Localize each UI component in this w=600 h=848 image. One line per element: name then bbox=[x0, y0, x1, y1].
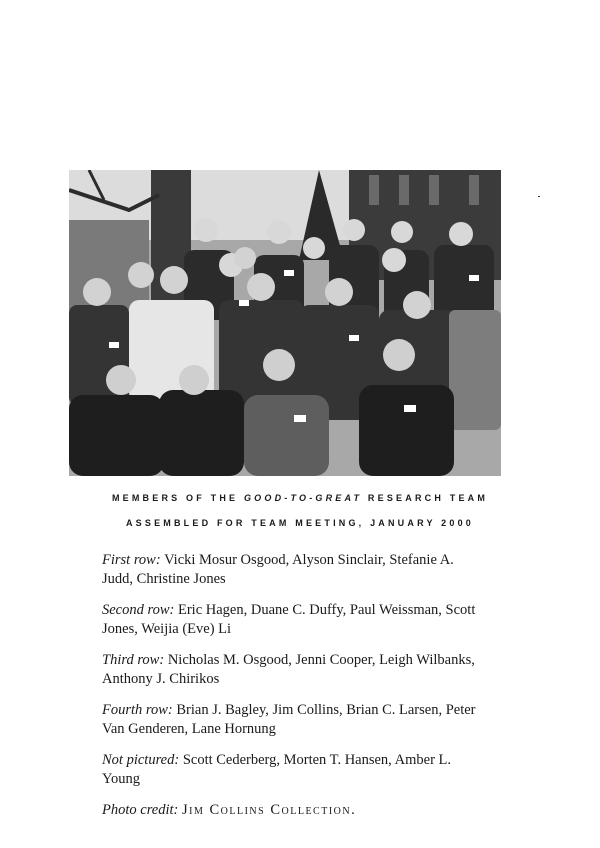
caption-line-1: MEMBERS OF THE GOOD-TO-GREAT RESEARCH TEAM bbox=[111, 493, 489, 503]
caption-emphasis: GOOD-TO-GREAT bbox=[243, 493, 363, 503]
caption-line-2: ASSEMBLED FOR TEAM MEETING, JANUARY 2000 bbox=[125, 518, 475, 528]
row-first: First row: Vicki Mosur Osgood, Alyson Sinclair, Stefanie A. Judd, Christine Jones bbox=[102, 552, 454, 587]
photo-credit: Photo credit: Jim Collins Collection. bbox=[102, 802, 357, 818]
row-second: Second row: Eric Hagen, Duane C. Duffy, Paul Weissman, Scott Jones, Weijia (Eve) Li bbox=[102, 602, 476, 637]
team-photo-illustration bbox=[69, 170, 501, 476]
stray-mark bbox=[538, 196, 540, 197]
team-photo bbox=[69, 170, 501, 476]
row-third: Third row: Nicholas M. Osgood, Jenni Cooper, Leigh Wilbanks, Anthony J. Chirikos bbox=[102, 652, 475, 687]
row-fourth: Fourth row: Brian J. Bagley, Jim Collins, Brian C. Larsen, Peter Van Genderen, Lane Hornung bbox=[102, 702, 476, 737]
row-not-pictured: Not pictured: Scott Cederberg, Morten T. Hansen, Amber L. Young bbox=[102, 752, 452, 787]
photo-credits bbox=[102, 551, 482, 832]
